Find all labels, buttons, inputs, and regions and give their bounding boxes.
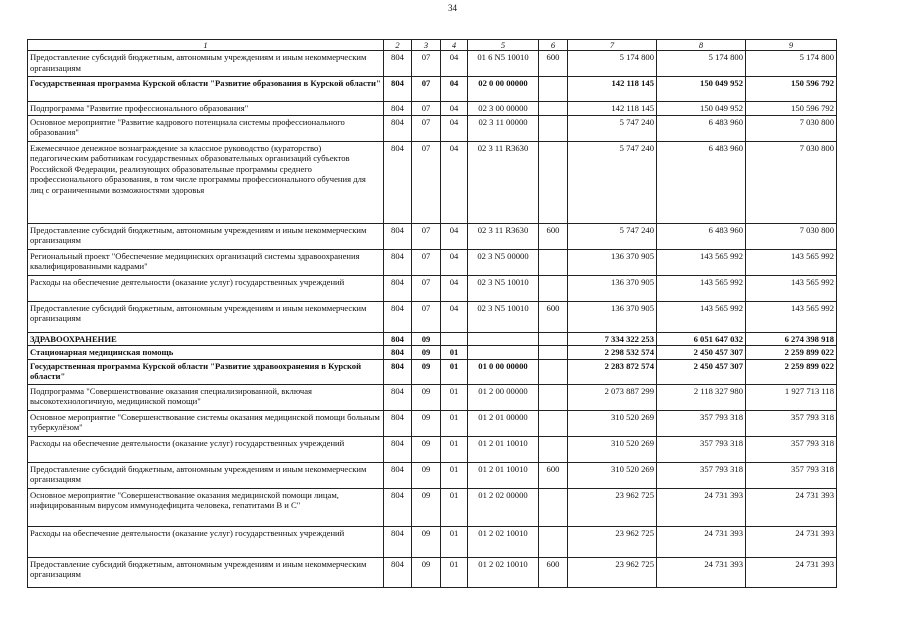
amount-year-3: 24 731 393 [746, 557, 837, 587]
section-code: 07 [412, 77, 441, 102]
column-number-row [28, 40, 837, 51]
amount-year-3: 1 927 713 118 [746, 384, 837, 410]
ministry-code: 804 [384, 332, 412, 346]
ministry-code: 804 [384, 249, 412, 275]
subsection-code: 04 [441, 102, 468, 116]
expense-type-code [539, 359, 568, 384]
table-row [28, 462, 837, 488]
ministry-code: 804 [384, 359, 412, 384]
table-continuation [27, 630, 836, 640]
expense-type-code: 600 [539, 51, 568, 77]
table-row [28, 77, 837, 102]
table-row [28, 332, 837, 346]
section-code: 09 [412, 462, 441, 488]
table-row [28, 526, 837, 557]
ministry-code: 804 [384, 275, 412, 301]
amount-year-1: 142 118 145 [568, 102, 657, 116]
table-row [28, 436, 837, 462]
target-item-code: 02 3 11 00000 [468, 115, 539, 141]
amount-year-1: 2 283 872 574 [568, 359, 657, 384]
table-row [28, 384, 837, 410]
target-item-code: 02 3 11 R3630 [468, 223, 539, 249]
amount-year-1: 5 747 240 [568, 223, 657, 249]
row-description: Предоставление субсидий бюджетным, автономным учреждениям и иным некоммерческим организациям [28, 462, 384, 488]
target-item-code: 02 3 N5 10010 [468, 275, 539, 301]
subsection-code: 04 [441, 115, 468, 141]
column-number: 7 [568, 40, 657, 51]
column-number: 4 [441, 40, 468, 51]
expense-type-code: 600 [539, 557, 568, 587]
amount-year-1: 310 520 269 [568, 462, 657, 488]
amount-year-2: 150 049 952 [657, 77, 746, 102]
row-description: Основное мероприятие "Совершенствование системы оказания медицинской помощи больным туберкулёзом" [28, 410, 384, 436]
amount-year-2: 24 731 393 [657, 526, 746, 557]
section-code: 07 [412, 102, 441, 116]
section-code: 09 [412, 384, 441, 410]
expense-type-code [539, 488, 568, 526]
amount-year-2: 5 174 800 [657, 51, 746, 77]
expense-type-code [539, 141, 568, 223]
ministry-code: 804 [384, 102, 412, 116]
amount-year-1: 2 298 532 574 [568, 346, 657, 360]
subsection-code: 04 [441, 51, 468, 77]
expense-type-code [539, 346, 568, 360]
ministry-code: 804 [384, 115, 412, 141]
column-number: 1 [28, 40, 384, 51]
amount-year-3: 5 174 800 [746, 51, 837, 77]
amount-year-1: 23 962 725 [568, 526, 657, 557]
amount-year-2: 357 793 318 [657, 410, 746, 436]
target-item-code: 02 0 00 00000 [468, 77, 539, 102]
amount-year-1: 5 174 800 [568, 51, 657, 77]
section-code: 09 [412, 410, 441, 436]
ministry-code: 804 [384, 410, 412, 436]
amount-year-2: 357 793 318 [657, 462, 746, 488]
amount-year-2: 24 731 393 [657, 557, 746, 587]
table-row [28, 102, 837, 116]
subsection-code: 01 [441, 346, 468, 360]
table-row [28, 141, 837, 223]
ministry-code: 804 [384, 77, 412, 102]
section-code: 09 [412, 332, 441, 346]
amount-year-3: 2 259 899 022 [746, 346, 837, 360]
row-description: Стационарная медицинская помощь [28, 346, 384, 360]
row-description: Предоставление субсидий бюджетным, автономным учреждениям и иным некоммерческим организациям [28, 301, 384, 332]
row-description: ЗДРАВООХРАНЕНИЕ [28, 332, 384, 346]
target-item-code: 01 2 00 00000 [468, 384, 539, 410]
table-row [28, 410, 837, 436]
target-item-code: 01 2 02 10010 [468, 557, 539, 587]
row-description: Расходы на обеспечение деятельности (оказание услуг) государственных учреждений [28, 526, 384, 557]
target-item-code: 01 2 01 10010 [468, 436, 539, 462]
column-number: 3 [412, 40, 441, 51]
amount-year-2: 6 483 960 [657, 141, 746, 223]
section-code: 07 [412, 275, 441, 301]
amount-year-2: 2 450 457 307 [657, 359, 746, 384]
amount-year-2: 24 731 393 [657, 488, 746, 526]
column-number: 6 [539, 40, 568, 51]
amount-year-1: 7 334 322 253 [568, 332, 657, 346]
amount-year-2: 143 565 992 [657, 275, 746, 301]
amount-year-3: 7 030 800 [746, 141, 837, 223]
amount-year-3: 357 793 318 [746, 410, 837, 436]
target-item-code: 02 3 00 00000 [468, 102, 539, 116]
table-row [28, 51, 837, 77]
target-item-code [468, 346, 539, 360]
subsection-code: 01 [441, 384, 468, 410]
page-number: 34 [448, 3, 457, 13]
column-number: 2 [384, 40, 412, 51]
expense-type-code [539, 384, 568, 410]
column-number: 5 [468, 40, 539, 51]
amount-year-3: 143 565 992 [746, 249, 837, 275]
amount-year-3: 143 565 992 [746, 301, 837, 332]
expense-type-code [539, 410, 568, 436]
amount-year-2: 143 565 992 [657, 301, 746, 332]
ministry-code: 804 [384, 384, 412, 410]
subsection-code: 04 [441, 223, 468, 249]
amount-year-2: 357 793 318 [657, 436, 746, 462]
ministry-code: 804 [384, 223, 412, 249]
amount-year-1: 23 962 725 [568, 557, 657, 587]
ministry-code: 804 [384, 557, 412, 587]
amount-year-1: 142 118 145 [568, 77, 657, 102]
table-row [28, 223, 837, 249]
ministry-code: 804 [384, 51, 412, 77]
amount-year-2: 2 450 457 307 [657, 346, 746, 360]
amount-year-1: 2 073 887 299 [568, 384, 657, 410]
table-row [28, 115, 837, 141]
amount-year-1: 5 747 240 [568, 115, 657, 141]
row-description: Региональный проект "Обеспечение медицинских организаций системы здравоохранения квалифицированными кадрами" [28, 249, 384, 275]
row-description: Подпрограмма "Совершенствование оказания специализированной, включая высокотехнологичную, медицинской помощи" [28, 384, 384, 410]
section-code: 07 [412, 249, 441, 275]
subsection-code: 04 [441, 249, 468, 275]
subsection-code: 04 [441, 141, 468, 223]
expense-type-code [539, 77, 568, 102]
table-row [28, 557, 837, 587]
section-code: 07 [412, 141, 441, 223]
table-row [28, 249, 837, 275]
subsection-code: 01 [441, 488, 468, 526]
amount-year-2: 6 051 647 032 [657, 332, 746, 346]
target-item-code: 01 2 02 00000 [468, 488, 539, 526]
section-code: 09 [412, 488, 441, 526]
ministry-code: 804 [384, 488, 412, 526]
expense-type-code [539, 249, 568, 275]
row-description: Расходы на обеспечение деятельности (оказание услуг) государственных учреждений [28, 436, 384, 462]
section-code: 07 [412, 223, 441, 249]
table-row [28, 346, 837, 360]
amount-year-1: 136 370 905 [568, 275, 657, 301]
amount-year-3: 7 030 800 [746, 223, 837, 249]
expense-type-code [539, 332, 568, 346]
amount-year-2: 2 118 327 980 [657, 384, 746, 410]
target-item-code: 01 2 01 00000 [468, 410, 539, 436]
amount-year-3: 357 793 318 [746, 436, 837, 462]
amount-year-3: 6 274 398 918 [746, 332, 837, 346]
amount-year-3: 7 030 800 [746, 115, 837, 141]
expense-type-code: 600 [539, 462, 568, 488]
section-code: 07 [412, 115, 441, 141]
ministry-code: 804 [384, 301, 412, 332]
expense-type-code [539, 526, 568, 557]
subsection-code: 01 [441, 410, 468, 436]
section-code: 09 [412, 557, 441, 587]
amount-year-1: 310 520 269 [568, 436, 657, 462]
target-item-code: 01 0 00 00000 [468, 359, 539, 384]
target-item-code: 01 2 01 10010 [468, 462, 539, 488]
row-description: Предоставление субсидий бюджетным, автономным учреждениям и иным некоммерческим организациям [28, 51, 384, 77]
table-row [28, 488, 837, 526]
ministry-code: 804 [384, 462, 412, 488]
amount-year-1: 136 370 905 [568, 249, 657, 275]
section-code: 09 [412, 526, 441, 557]
subsection-code: 01 [441, 526, 468, 557]
subsection-code: 01 [441, 436, 468, 462]
amount-year-2: 150 049 952 [657, 102, 746, 116]
subsection-code: 04 [441, 77, 468, 102]
column-number: 9 [746, 40, 837, 51]
amount-year-2: 6 483 960 [657, 115, 746, 141]
section-code: 09 [412, 346, 441, 360]
row-description: Предоставление субсидий бюджетным, автономным учреждениям и иным некоммерческим организациям [28, 557, 384, 587]
ministry-code: 804 [384, 346, 412, 360]
ministry-code: 804 [384, 526, 412, 557]
ministry-code: 804 [384, 141, 412, 223]
row-description: Основное мероприятие "Совершенствование оказания медицинской помощи лицам, инфицированным вирусом иммунодефицита человека, гепатитами В и С" [28, 488, 384, 526]
amount-year-3: 150 596 792 [746, 102, 837, 116]
target-item-code [468, 332, 539, 346]
ministry-code: 804 [384, 436, 412, 462]
amount-year-2: 143 565 992 [657, 249, 746, 275]
expense-type-code [539, 115, 568, 141]
row-description: Расходы на обеспечение деятельности (оказание услуг) государственных учреждений [28, 275, 384, 301]
target-item-code: 02 3 11 R3630 [468, 141, 539, 223]
row-description: Предоставление субсидий бюджетным, автономным учреждениям и иным некоммерческим организациям [28, 223, 384, 249]
section-code: 09 [412, 359, 441, 384]
section-code: 07 [412, 51, 441, 77]
target-item-code: 01 2 02 10010 [468, 526, 539, 557]
subsection-code: 04 [441, 301, 468, 332]
amount-year-3: 24 731 393 [746, 526, 837, 557]
section-code: 07 [412, 301, 441, 332]
expense-type-code [539, 102, 568, 116]
row-description: Государственная программа Курской области "Развитие здравоохранения в Курской области" [28, 359, 384, 384]
row-description: Основное мероприятие "Развитие кадрового потенциала системы профессионального образования" [28, 115, 384, 141]
row-description: Ежемесячное денежное вознаграждение за классное руководство (кураторство) педагогическим работникам государственных образовательных организаций субъектов Российской Федерации, реализующих образовательные программы среднего профессионального образования, в том числе программы профессионального обучения для лиц с ограниченными возможностями здоровья [28, 141, 384, 223]
amount-year-3: 143 565 992 [746, 275, 837, 301]
budget-table [27, 39, 837, 588]
amount-year-1: 23 962 725 [568, 488, 657, 526]
column-number: 8 [657, 40, 746, 51]
amount-year-2: 6 483 960 [657, 223, 746, 249]
row-description: Подпрограмма "Развитие профессионального образования" [28, 102, 384, 116]
target-item-code: 02 3 N5 00000 [468, 249, 539, 275]
section-code: 09 [412, 436, 441, 462]
target-item-code: 02 3 N5 10010 [468, 301, 539, 332]
expense-type-code: 600 [539, 223, 568, 249]
subsection-code [441, 332, 468, 346]
amount-year-3: 24 731 393 [746, 488, 837, 526]
amount-year-3: 2 259 899 022 [746, 359, 837, 384]
subsection-code: 01 [441, 359, 468, 384]
amount-year-1: 5 747 240 [568, 141, 657, 223]
subsection-code: 01 [441, 462, 468, 488]
amount-year-3: 150 596 792 [746, 77, 837, 102]
amount-year-1: 136 370 905 [568, 301, 657, 332]
expense-type-code [539, 275, 568, 301]
table-row [28, 301, 837, 332]
expense-type-code: 600 [539, 301, 568, 332]
amount-year-1: 310 520 269 [568, 410, 657, 436]
row-description: Государственная программа Курской области "Развитие образования в Курской области" [28, 77, 384, 102]
table-row [28, 275, 837, 301]
amount-year-3: 357 793 318 [746, 462, 837, 488]
subsection-code: 04 [441, 275, 468, 301]
expense-type-code [539, 436, 568, 462]
subsection-code: 01 [441, 557, 468, 587]
table-row [28, 359, 837, 384]
target-item-code: 01 6 N5 10010 [468, 51, 539, 77]
